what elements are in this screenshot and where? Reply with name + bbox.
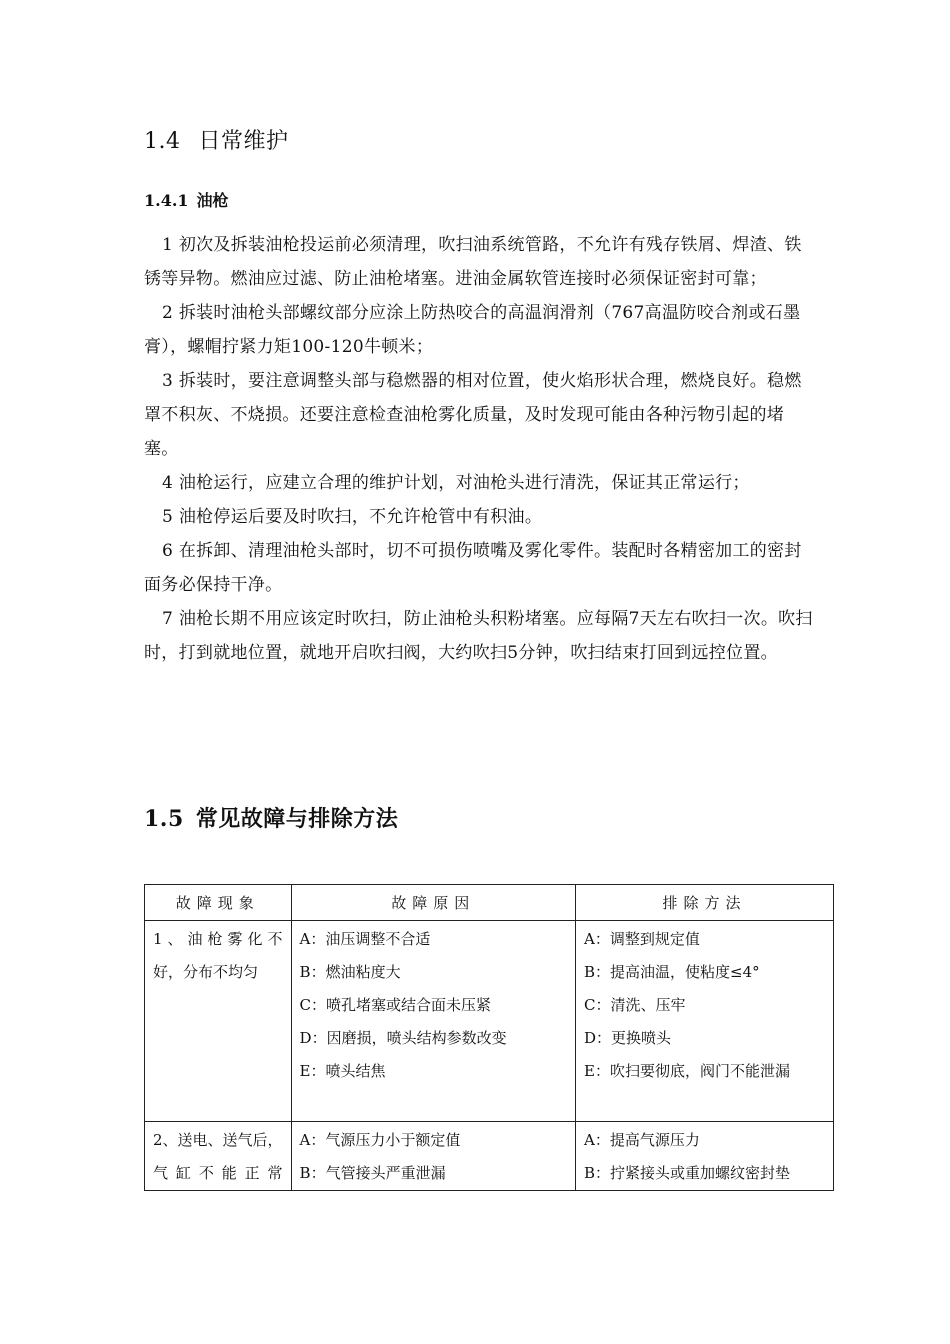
- subsection-heading-1-4-1: [144, 188, 229, 211]
- section-number: 1.4: [144, 129, 181, 154]
- cause-cell: [291, 1122, 575, 1191]
- table-row: [145, 1122, 834, 1191]
- paragraph-5: 5 油枪停运后要及时吹扫，不允许枪管中有积油。: [162, 507, 543, 527]
- table-header-row: [145, 885, 834, 921]
- header-symptom: 故障现象: [145, 885, 292, 921]
- cause-item: E：喷头结焦: [299, 1062, 386, 1080]
- remedy-item: B：拧紧接头或重加螺纹密封垫: [584, 1164, 791, 1182]
- header-remedy: 排除方法: [576, 885, 834, 921]
- cause-item: A：油压调整不合适: [299, 930, 431, 948]
- cause-item: C：喷孔堵塞或结合面未压紧: [299, 996, 492, 1014]
- remedy-item: B：提高油温，使粘度≤4°: [584, 963, 760, 981]
- section-number: 1.5: [144, 806, 184, 832]
- fault-table: [144, 884, 834, 1191]
- section-title: 日常维护: [198, 129, 289, 154]
- header-cause: 故障原因: [291, 885, 575, 921]
- symptom-line: 1、油枪雾化不: [153, 930, 283, 948]
- remedy-item: A：调整到规定值: [584, 930, 700, 948]
- paragraph-3: 3 拆装时，要注意调整头部与稳燃器的相对位置，使火焰形状合理，燃烧良好。稳燃罩不积灰、不烧损。还要注意检查油枪雾化质量，及时发现可能由各种污物引起的堵塞。: [144, 371, 802, 459]
- paragraph-7: 7 油枪长期不用应该定时吹扫，防止油枪头积粉堵塞。应每隔7天左右吹扫一次。吹扫时，打到就地位置，就地开启吹扫阀，大约吹扫5分钟，吹扫结束打回到远控位置。: [144, 609, 813, 663]
- cause-item: D：因磨损，喷头结构参数改变: [299, 1029, 507, 1047]
- paragraph-4: 4 油枪运行，应建立合理的维护计划，对油枪头进行清洗，保证其正常运行；: [162, 473, 750, 493]
- symptom-cell: [145, 921, 292, 1122]
- remedy-cell: [576, 1122, 834, 1191]
- paragraph-2: 2 拆装时油枪头部螺纹部分应涂上防热咬合的高温润滑剂（767高温防咬合剂或石墨膏），螺帽拧紧力矩100-120牛顿米；: [144, 303, 801, 357]
- symptom-line: 2、送电、送气后，: [153, 1131, 283, 1149]
- symptom-line: 好，分布不均匀: [153, 963, 259, 981]
- subsection-number: 1.4.1: [144, 191, 189, 210]
- symptom-cell: [145, 1122, 292, 1191]
- cause-item: B：燃油粘度大: [299, 963, 401, 981]
- section-heading-1-5: [144, 802, 398, 833]
- remedy-item: D：更换喷头: [584, 1029, 672, 1047]
- symptom-line: 气缸不能正常: [153, 1164, 283, 1182]
- subsection-title: 油枪: [196, 191, 229, 210]
- remedy-item: A：提高气源压力: [584, 1131, 700, 1149]
- paragraph-6: 6 在拆卸、清理油枪头部时，切不可损伤喷嘴及雾化零件。装配时各精密加工的密封面务必保持干净。: [144, 541, 802, 595]
- cause-cell: [291, 921, 575, 1122]
- section-heading-1-4: [144, 124, 289, 155]
- remedy-cell: [576, 921, 834, 1122]
- cause-item: B：气管接头严重泄漏: [299, 1164, 446, 1182]
- section-title: 常见故障与排除方法: [195, 806, 399, 832]
- remedy-item: C：清洗、压牢: [584, 996, 686, 1014]
- cause-item: A：气源压力小于额定值: [299, 1131, 461, 1149]
- remedy-item: E：吹扫要彻底，阀门不能泄漏: [584, 1062, 790, 1080]
- maintenance-paragraphs: [144, 228, 814, 670]
- paragraph-1: 1 初次及拆装油枪投运前必须清理，吹扫油系统管路，不允许有残存铁屑、焊渣、铁锈等异物。燃油应过滤、防止油枪堵塞。进油金属软管连接时必须保证密封可靠；: [144, 235, 802, 289]
- table-row: [145, 921, 834, 1122]
